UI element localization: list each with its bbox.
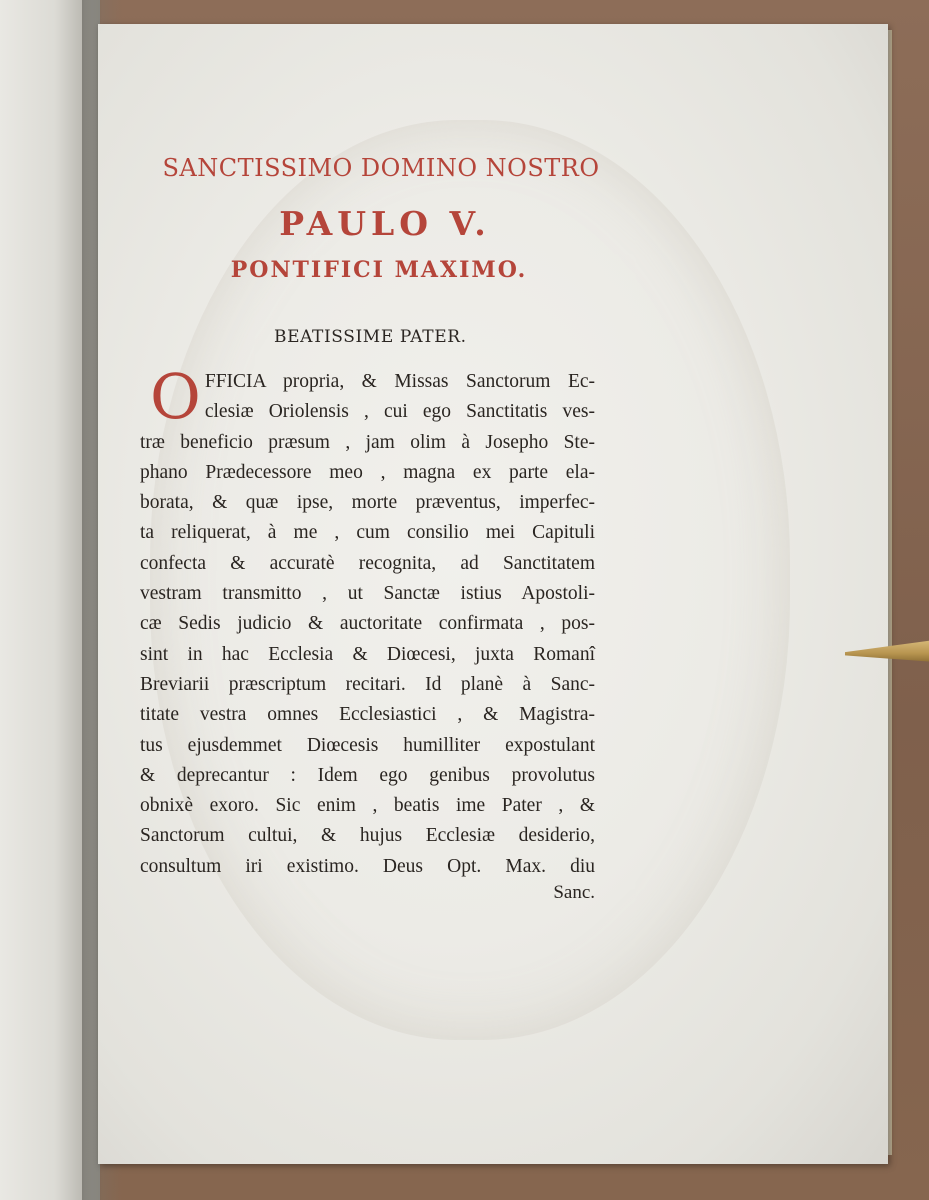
letter-line: sint in hac Ecclesia & Diœcesi, juxta Romanî bbox=[140, 643, 595, 665]
letter-line: obnixè exoro. Sic enim , beatis ime Pater , & bbox=[140, 795, 595, 817]
letter-line: borata, & quæ ipse, morte præventus, imperfec- bbox=[140, 492, 595, 514]
letter-line: clesiæ Oriolensis , cui ego Sanctitatis ves- bbox=[204, 401, 595, 423]
letter-line: FFICIA propria, & Missas Sanctorum Ec- bbox=[204, 371, 595, 392]
dedication-heading-title: PONTIFICI MAXIMO. bbox=[230, 257, 528, 283]
letter-line: cæ Sedis judicio & auctoritate confirmata , pos- bbox=[140, 613, 595, 635]
letter-line: Sanctorum cultui, & hujus Ecclesiæ desiderio, bbox=[140, 825, 595, 847]
letter-line: confecta & accuratè recognita, ad Sanctitatem bbox=[140, 552, 595, 574]
letter-line: Breviarii præscriptum recitari. Id planè à Sanc- bbox=[140, 673, 595, 695]
letter-line: & deprecantur : Idem ego genibus provolutus bbox=[140, 764, 595, 786]
letter-line: træ beneficio præsum , jam olim à Josepho Ste- bbox=[140, 431, 595, 453]
letter-line: consultum iri existimo. Deus Opt. Max. diu bbox=[140, 855, 595, 877]
dedication-heading-name: PAULO V. bbox=[279, 204, 491, 243]
letter-line: titate vestra omnes Ecclesiastici , & Magistra- bbox=[140, 704, 595, 726]
letter-body bbox=[140, 360, 595, 882]
letter-line: tus ejusdemmet Diœcesis humilliter expostulant bbox=[140, 734, 595, 756]
drop-cap: O bbox=[150, 360, 201, 433]
letter-line: phano Prædecessore meo , magna ex parte ela- bbox=[140, 461, 595, 483]
salutation: BEATISSIME PATER. bbox=[274, 327, 467, 347]
page-content bbox=[140, 150, 610, 904]
letter-line: ta reliquerat, à me , cum consilio mei Capituli bbox=[140, 522, 595, 544]
dedication-heading-line1: SANCTISSIMO DOMINO NOSTRO bbox=[162, 154, 600, 182]
catchword: Sanc. bbox=[553, 882, 595, 904]
letter-line: vestram transmitto , ut Sanctæ istius Apostoli- bbox=[140, 583, 595, 605]
